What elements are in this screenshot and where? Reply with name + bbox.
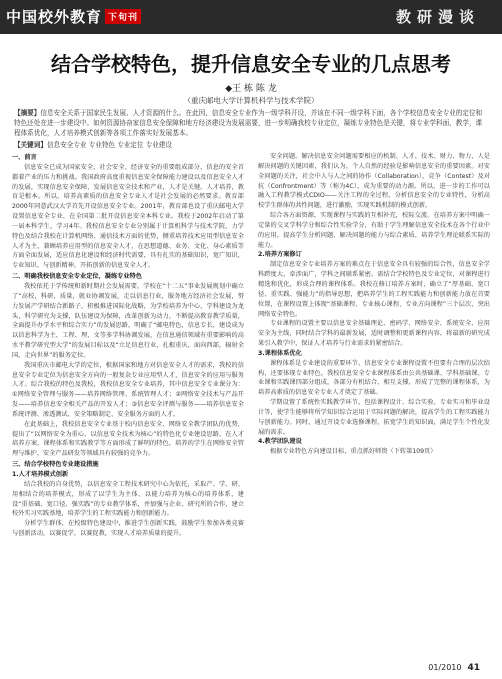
article-authors: ◆王 栋 陈 龙 [225, 84, 277, 94]
body-paragraph: 专业课程的设置主要以信息安全基础理论、密码学、网络安全、系统安全、应用安全为主线，同时结合学科的最新发展，适时调整和更新课程内容，将最新的研究成果引入教学中，保证人才培养与行业需求的紧密结合。 [258, 320, 490, 348]
section-heading: 4.教学团队建设 [258, 438, 302, 446]
article-title: 结合学校特色，提升信息安全专业的几点思考 [51, 52, 451, 76]
section-heading: 三、结合学校特色专业建设措施 [12, 461, 99, 469]
section-heading: 3.课程体系优化 [258, 349, 302, 357]
abstract-label: 【摘要】 [14, 109, 41, 117]
body-paragraph: 制定信息安全专业培养方案的难点在于信息安全具有较强的综合性，信息安全学科跨度大、牵涉面广，学科之间联系紧密。需结合学校特色及专业定位，对课程进行精选和优化，形成合理的课程体系。我校在修订培养方案时，确立了“厚基础、宽口径、重实践、强能力”的指导思想，把培养学生的工程实践能力和创新能力放在首要位置，在课程设置上体现“基础课程、专业核心课程、专业方向课程”三个层次，突出网络安全特色。 [258, 261, 490, 318]
body-paragraph: 安全问题。解决信息安全问题需要相应的机制、人才、技术、财力、物力，人是解决问题的关键因素，我们认为，个人自然的经验是影响信息安全的重要因素。对安全问题的关注，社会中人与人之间的协作（Collaboration），竞争（Contest）及对抗（Confrontment）等（称为4C），成为重要的动力源。所以，进一步的工作可以融入工程教学模式CDIO——关注工程的全过程，分析信息安全的专业特性，分析高校学生群体的共性问题，进行激励，实现实践机制的模式创新。 [258, 153, 490, 210]
body-paragraph: 在此基础上，我校信息安全专业基于校内信息安全、网络安全教学团队的优势，提出了“以网络安全为重心、以信息安全技术为核心”的特色化专业建设思路，在人才培养方案、课程体系和实践教学等方面形成了鲜明的特色，培养的学生在网络安全管理与维护、安全产品研发等领域具有较强的竞争力。 [12, 420, 244, 458]
body-paragraph: 课程体系是专业建设的重要环节。信息安全专业课程设置不但要有合理的层次结构，还要体现专业特色。我校信息安全专业课程体系由公共基础课、学科基础课、专业课和实践课四部分组成，各部分有机结合、相互支撑，形成了完整的课程体系，为培养高素质的信息安全专业人才奠定了基础。 [258, 359, 490, 397]
body-paragraph: 结合我校的自身优势，以信息安全工程技术研究中心为依托，采取产、学、研、用相结合的培养模式，形成了以学生为主体、以能力培养为核心的培养体系，建设“重基础、宽口径、强实践”的专业教学体系，并加强与企业、研究所的合作，建立校外实习实践基地，培养学生的工程实践能力和创新能力。 [12, 480, 244, 518]
left-text-column [12, 152, 244, 539]
section-heading: 二、明确我校信息安全专业定位，凝练专业特色 [12, 273, 142, 281]
journal-header-bar [0, 0, 502, 34]
keywords-label: 【关键词】 [14, 140, 47, 149]
right-text-column [258, 152, 490, 457]
section-heading: 2.培养方案修订 [258, 251, 302, 259]
body-paragraph: 我国重庆市邮电大学的定位，根据国家和地方对信息安全人才的需求，我校的信息安全专业定位为信息安全方向的一般复杂专业应用型人才，信息安全的应用与服务人才。综合我校的特色及我校，我校信息安全专业培养，其中信息安全专业课分为：①网络安全管理与服务——培养网络管理、系统管理人才；②网络安全技术与产品开发——培养信息安全相关产品的开发人才；③信息安全评测与服务——培养信息安全系统评测、渗透测试、安全策略制定、安全服务方面的人才。 [12, 361, 244, 418]
issue-number: 01/2010 [428, 663, 462, 672]
body-paragraph: 学期设置了系统性实践教学环节，包括课程设计、综合实验、专业实习和毕业设计等，使学生能够将所学知识综合运用于实际问题的解决，提高学生的工程实践能力与创新能力。同时，通过开设专业选修课程，拓宽学生的知识面，满足学生个性化发展的需求。 [258, 399, 490, 436]
column-name: 教研漫谈 [395, 8, 480, 26]
section-heading: 1.人才培养模式创新 [12, 471, 69, 478]
author-affiliation: （重庆邮电大学计算机科学与技术学院） [183, 96, 319, 105]
body-paragraph: 分析学生群体，在校级特色建设中，推进学生创新实践，鼓励学生参加各类竞赛与创新活动，以赛促学，以赛促教，实现人才培养质量的提升。 [12, 520, 244, 538]
keywords-text: 信息安全专业 专业特色 专业定位 专业建设 [46, 140, 172, 149]
section-heading: 一、前言 [12, 154, 37, 161]
abstract [14, 108, 488, 139]
page-number: 41 [467, 663, 480, 673]
body-paragraph: 信息安全已成为国家安全、社会安全、经济安全的重要组成部分，信息的安全首都着产业的压力和挑战。我国政府高度重视信息安全保障能力建设以及信息安全人才的发展，实现信息安全保障，发展信息安全技术和产业，人才是关键。人才培养，教育是根本。所以，培养高素质的信息安全专业人才是社会发展的必然要求。教育部2000年同意武汉大学首先开设信息安全专业。2001年，教育部也设了重庆邮电大学设置信息安全专业，在全国第二批开设信息安全本科专业。我校于2002年启动了第一届本科学生，学习4年。我校信息安全专业分别属于计算机科学与技术学院，力学特色及结合我校在计算机网络、通信技术方面的优势，侧重培养技术应用型信息安全人才为主，兼顾培养应用型的信息安全人才，在思想道德、业务、文化、身心素质等方面全面发展，适应信息化建设和经济时代需要，具有扎实的基础知识，宽广知识，专业知识、与创新精神，开拓创新的信息安全人才。 [12, 163, 244, 270]
journal-masthead [6, 6, 141, 27]
body-paragraph: 我校依托于学传统和新时期社会发展需要，学校在“十二五”事业发展规划中确立了“高校，科研，质量，就业协调发展，走以信息行业，服务地方经济社会发展，努力发展产学研结合新路子，积极推进国际化战略，为学校培养为中心，学科建设为龙头，科学研究为支撑，队伍建设为保障，改革创新为动力，不断提高教育教学质量，全面提升办学水平和综合实力”的发展思路，明确了“邮电特色，信息专长，建设成为以信息科学为主，工程、理、文等多学科协调发展，在信息通信领域有重要影响的高水平教学研究型大学”的发展目标以及“立足信息行业，扎根重庆，面向西部，辐射全国，走向世界”的服务定位。 [12, 282, 244, 359]
keywords [14, 140, 488, 150]
page-footer [428, 663, 480, 673]
body-paragraph: 根据专业特色方向建设目标，重点抓好师资（下转第109页） [270, 448, 437, 456]
abstract-block [14, 108, 488, 150]
abstract-text: 信息安全关系于国家民生发展、人才资源的什么。在此因，信息安全专业作为一级学科开设，并该在不同一级学科下面，各个学校信息安全专业的定位和特色还处在进一步建设中。如何资源协奋家信息安全保障和地方经济建设为发展需要，进一步明确我校专业定位，凝练专业特色是关键，将专业学科面，教学，课程体系优化，人才培养模式创新等各项工作落实好发展基本。 [14, 109, 483, 138]
issue-badge: 下旬刊 [105, 9, 141, 24]
journal-name: 中国校外教育 [6, 8, 103, 26]
body-paragraph: 综合各方面资源，实现课程与实践的互相补充，校际交流。在培养方案中明确一定量的交叉学科学分和综合性实验学分，有助于学生理解信息安全技术在各个行业中的应用，提高学生分析问题、解决问题的能力与综合素质，培养学生理论联系实际的能力。 [258, 212, 490, 249]
